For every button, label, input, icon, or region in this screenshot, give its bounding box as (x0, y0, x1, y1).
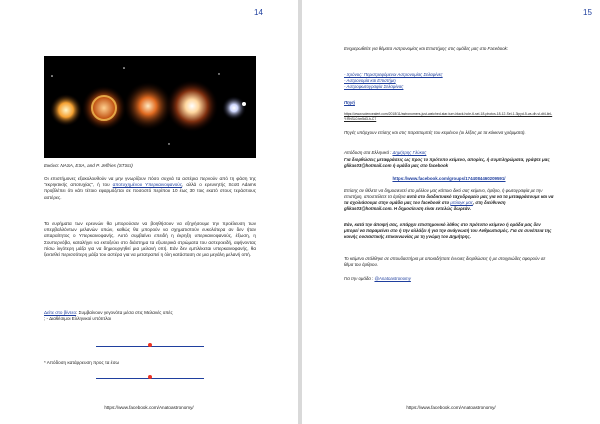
group-link-3[interactable]: - Αστροφωτογραφία Σελαφίνας (344, 84, 404, 89)
video-subtitles-note: ; - Διαθέσιμοι Ελληνικοί υπότιτλοι (44, 316, 112, 322)
footnote: * Απόδοση κατάρρευση προς τα έσω (44, 360, 120, 365)
sources-note: Πηγές υπάρχουν επίσης και στις παραπομπές του κειμένου (οι λέξεις με τα κόκκινα γράμματα). (344, 130, 526, 135)
corrections-block: Για διορθώσεις μεταφράσεις ως προς το πρότυπο κείμενο, απορίες, ή συμπληρώματα, γράψτε μας glikas03@hotmail.com ή ομάδα μας στο facebook (344, 157, 550, 168)
submission-text-1: Επίσης αν θέλετε να δημοσιευτεί στο μέλλον μας κάποιο δικό σας κείμενο, άρθρο, ή φωτογραφία με την επιστήμη, αποστείλετε τα άρθρα (344, 188, 543, 199)
group-credit-link[interactable]: @Anatoastronomy (374, 276, 411, 281)
paragraph-2: Τα ευρήματα των ερευνών θα μπορούσαν να βοηθήσουν να εξηγήσουμε την προέλευση των υπερβαλλόντων μελανών οπών, καθώς θα μπορούν να σχηματιστούν ευκολότερα αν δεν ήταν απαραίτητος ο Υπερκαινοφανής. Αυτό συμβαίνει επειδή η έκρηξη υπερκαινοφανούς, έξωση, η Σουπερνόβα, καταλήγει να εκτοξεύει στο διάστημα τα εξωτερικά στρώματα του αστεροειδή, αφήνοντας πίσω λιγότερη μάζα για να δημιουργηθεί μια μελανή οπή. Εάν δεν εμπλέκεται υπερκαινοφανής, θα ξεκτεθεί περισσότερη μάζα του αστέρα για να μετατραπεί η όλη κατάσταση σε μια μεγάλη μελανή οπή. (44, 221, 256, 258)
footer-right: https://www.facebook.com/Anatoastronomy/ (406, 405, 496, 410)
facebook-group-link-line (344, 176, 554, 182)
paragraph-1-rest: , αλλά ο ερευνητής Scott Adams προβλέπει ότι κάτι τέτοιο εφαρμόζεται σε ποσοστό περίπου 10 έως 30 τοις εκατό στους τεράστιους αστέρες. (44, 182, 256, 200)
image-caption: Εικόνα: NASA, ESA, and P. Jeffries (STScI) (44, 163, 133, 168)
paragraph-1 (44, 176, 256, 201)
left-page (0, 0, 298, 424)
submission-paragraph (344, 188, 554, 212)
video-link[interactable]: Δείτε στο βίντεο (44, 310, 77, 315)
source-url[interactable]: https://www.sciencealert.com/2018/11/astronomers-just-watched-star-turn-black-hole-6-sei-18-photos-18-12-Sel-1-3ipyd-5-va-dh-vl-dt4-ilnLY:RhSL0.tm5d3-h-C7 (344, 112, 553, 121)
translator-link[interactable]: Δημήτρης Γλύκας (392, 150, 427, 155)
failed-supernova-link[interactable]: αποτυχημένου Υπερκαινοφανούς (112, 182, 183, 188)
intro-text: Ενημερωθείτε για θέματα Αστρονομίας και Επιστήμης στις ομάδες μας στο Facebook: (344, 46, 509, 51)
translation-label: Απόδοση στα Ελληνικά : (344, 150, 392, 155)
footer-left: https://www.facebook.com/Anatoastronomy/ (104, 405, 194, 410)
source-label-text: Πηγή (344, 100, 355, 105)
group-link-1[interactable]: - Χρόνος: Περιστρεφόμενοι Αστρονομίας Σελαφίνες (344, 72, 443, 77)
right-page (302, 0, 600, 424)
errors-paragraph: Εάν, κατά την άποψή σας, υπάρχει επιστημονικό λάθος στο πρότυπο κείμενο ή ομάδα μας δεν μπορεί να παραμείνει στο ή την αλλάξει ή για την ανάγνωσή του Ανθρωπισμός. Για σε συνέπεια της κοινής ουσιαστικής επικοινωνίας με τη γνώμη του Δημήτρης. (344, 222, 552, 239)
paragraph-1-text: Οι επιστήμονες εξακολουθούν να μην γνωρίζουν πόσο συχνά τα αστέρια περνούν από τη φάση της "εκρηκτικής αποτυχίας", ή του (44, 176, 256, 188)
source-label (344, 100, 554, 106)
translation-line (344, 150, 554, 156)
video-source-text: : Συμβαίνουν γεγονότα μέσα στις Μελανές οπές (76, 310, 173, 315)
video-source (44, 310, 256, 322)
blog-link[interactable]: μπλογκ μας (450, 200, 473, 205)
closing-paragraph: Το κείμενο στάλθηκε σε σπουδαστήρια με οποιαδήποτε έννοιες διορθώσεις ή με στοιχειώδες αφορούν σε θέμα του άρθρου. (344, 256, 546, 267)
group-credit-label: Για την ομάδα : (344, 276, 374, 281)
page-number-right: 15 (583, 8, 592, 17)
star-stage-2 (82, 86, 126, 130)
star-stage-1 (50, 94, 82, 126)
group-link-2[interactable]: - Αστρονομία και Επιστήμη (344, 78, 396, 83)
star-stage-4 (166, 80, 218, 132)
star-collapse-image (44, 56, 256, 158)
group-credit (344, 276, 554, 282)
submission-text-2: αυτά στο διαδικτυακό ταχυδρομείο μας για να τα μεταφράσουμε και να τα σχολιάσουμε στην ομάδα μας του facebook στο (344, 194, 554, 205)
star-stage-5 (222, 96, 246, 120)
group-list (344, 72, 554, 90)
star-stage-3 (124, 82, 172, 130)
submission-text-3: , στη διεύθυνση glikas03@hotmail.com. Η δημοσίευση είναι εντελώς δωρεάν. (344, 200, 506, 211)
divider-dot-1 (148, 343, 152, 347)
divider-dot-2 (148, 375, 152, 379)
facebook-group-link[interactable]: https://www.facebook.com/groups/1744084460209591/ (392, 176, 506, 181)
page-number-left: 14 (254, 8, 263, 17)
